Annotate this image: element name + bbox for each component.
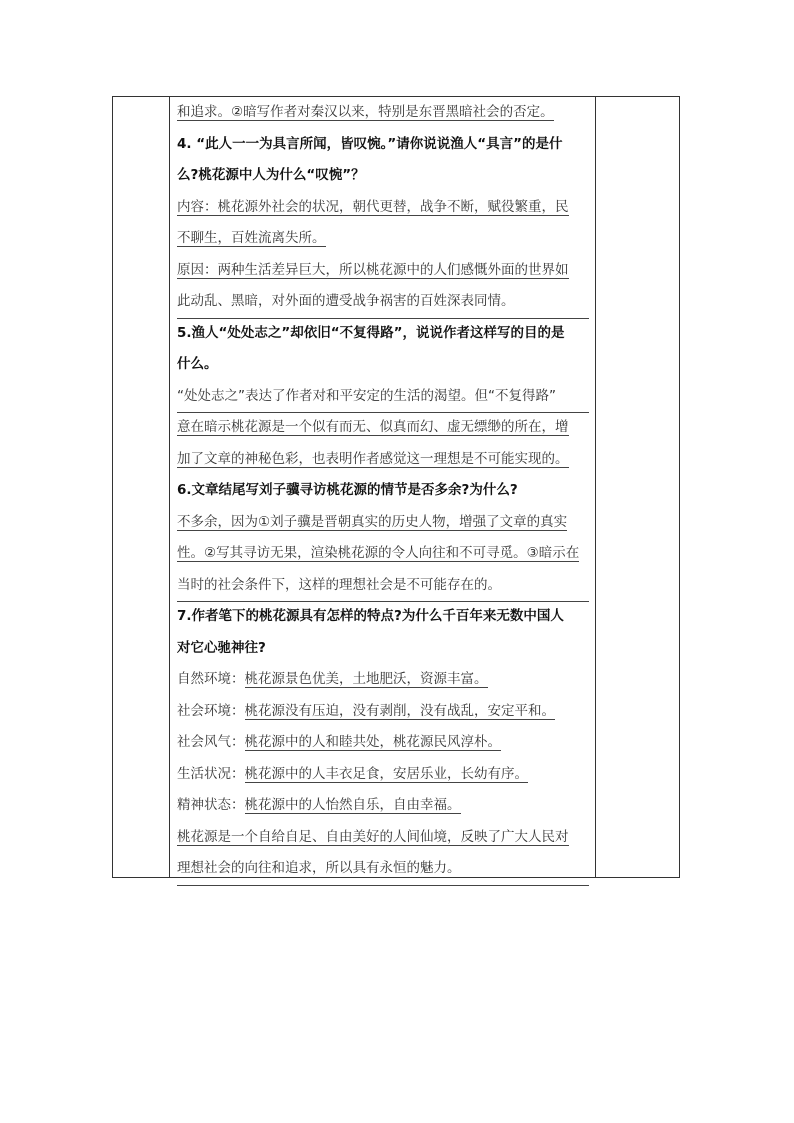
answer-label: 精神状态： <box>177 797 245 813</box>
column-divider-left <box>169 97 170 877</box>
question-7-line-1: 7.作者笔下的桃花源具有怎样的特点?为什么千百年来无数中国人 <box>177 608 564 624</box>
answer-social-environment <box>177 696 589 728</box>
answer-label: 社会环境： <box>177 702 245 719</box>
answer-spiritual-state <box>177 790 589 822</box>
answer-line: 不多余，因为①刘子骥是晋朝真实的历史人物，增强了文章的真实 <box>177 513 568 530</box>
answer-line: 性。②写其寻访无果，渲染桃花源的令人向往和不可寻觅。③暗示在 <box>177 545 580 561</box>
answer-line: 不聊生，百姓流离失所。 <box>177 230 326 246</box>
column-divider-right <box>595 97 596 877</box>
answer-living-conditions <box>177 759 589 791</box>
answer-text: 桃花源没有压迫，没有剥削，没有战乱，安定平和。 <box>244 702 555 719</box>
answer-line: “处处志之”表达了作者对和平安定的生活的渴望。但“不复得路” <box>177 381 589 414</box>
answer-natural-environment <box>177 664 589 696</box>
answer-line: 加了文章的神秘色彩，也表明作者感觉这一理想是不可能实现的。 <box>177 450 569 467</box>
question-4-line-2: 么?桃花源中人为什么“叹惋”？ <box>177 167 365 183</box>
answer-text: 桃花源中的人和睦共处，桃花源民风淳朴。 <box>244 734 501 750</box>
question-5-line-1: 5.渔人“处处志之”却依旧“不复得路”，说说作者这样写的目的是 <box>177 324 565 341</box>
answer-line: 意在暗示桃花源是一个似有而无、似真而幻、虚无缥缈的所在，增 <box>177 419 569 435</box>
answer-line: 当时的社会条件下，这样的理想社会是不可能存在的。 <box>177 570 589 603</box>
answer-text: 桃花源景色优美，土地肥沃，资源丰富。 <box>244 671 488 687</box>
question-4-line-1: 4. “此人一一为具言所闻，皆叹惋。”请你说说渔人“具言”的是什 <box>177 135 563 152</box>
question-5-line-2: 什么。 <box>177 356 218 372</box>
answer-text: 桃花源中的人怡然自乐，自由幸福。 <box>244 797 461 813</box>
answer-line: 原因：两种生活差异巨大，所以桃花源中的人们感慨外面的世界如 <box>177 261 569 278</box>
answer-line: 和追求。②暗写作者对秦汉以来，特别是东晋黑暗社会的否定。 <box>177 104 554 120</box>
answer-line: 桃花源是一个自给自足、自由美好的人间仙境，反映了广大人民对 <box>177 828 569 845</box>
question-6: 6.文章结尾写刘子骥寻访桃花源的情节是否多余?为什么? <box>177 482 518 498</box>
answer-text: 桃花源中的人丰衣足食，安居乐业，长幼有序。 <box>244 765 528 782</box>
answer-label: 社会风气： <box>177 734 245 750</box>
answer-line: 内容：桃花源外社会的状况，朝代更替，战争不断，赋役繁重，民 <box>177 198 569 215</box>
question-7-line-2: 对它心驰神往? <box>177 639 266 656</box>
answer-table <box>112 96 680 878</box>
answer-social-customs <box>177 727 589 759</box>
answer-line: 此动乱、黑暗，对外面的遭受战争祸害的百姓深表同情。 <box>177 286 589 319</box>
answer-label: 生活状况： <box>177 765 245 782</box>
answer-content <box>177 97 589 885</box>
answer-line: 理想社会的向往和追求，所以具有永恒的魅力。 <box>177 853 589 886</box>
answer-label: 自然环境： <box>177 671 245 687</box>
